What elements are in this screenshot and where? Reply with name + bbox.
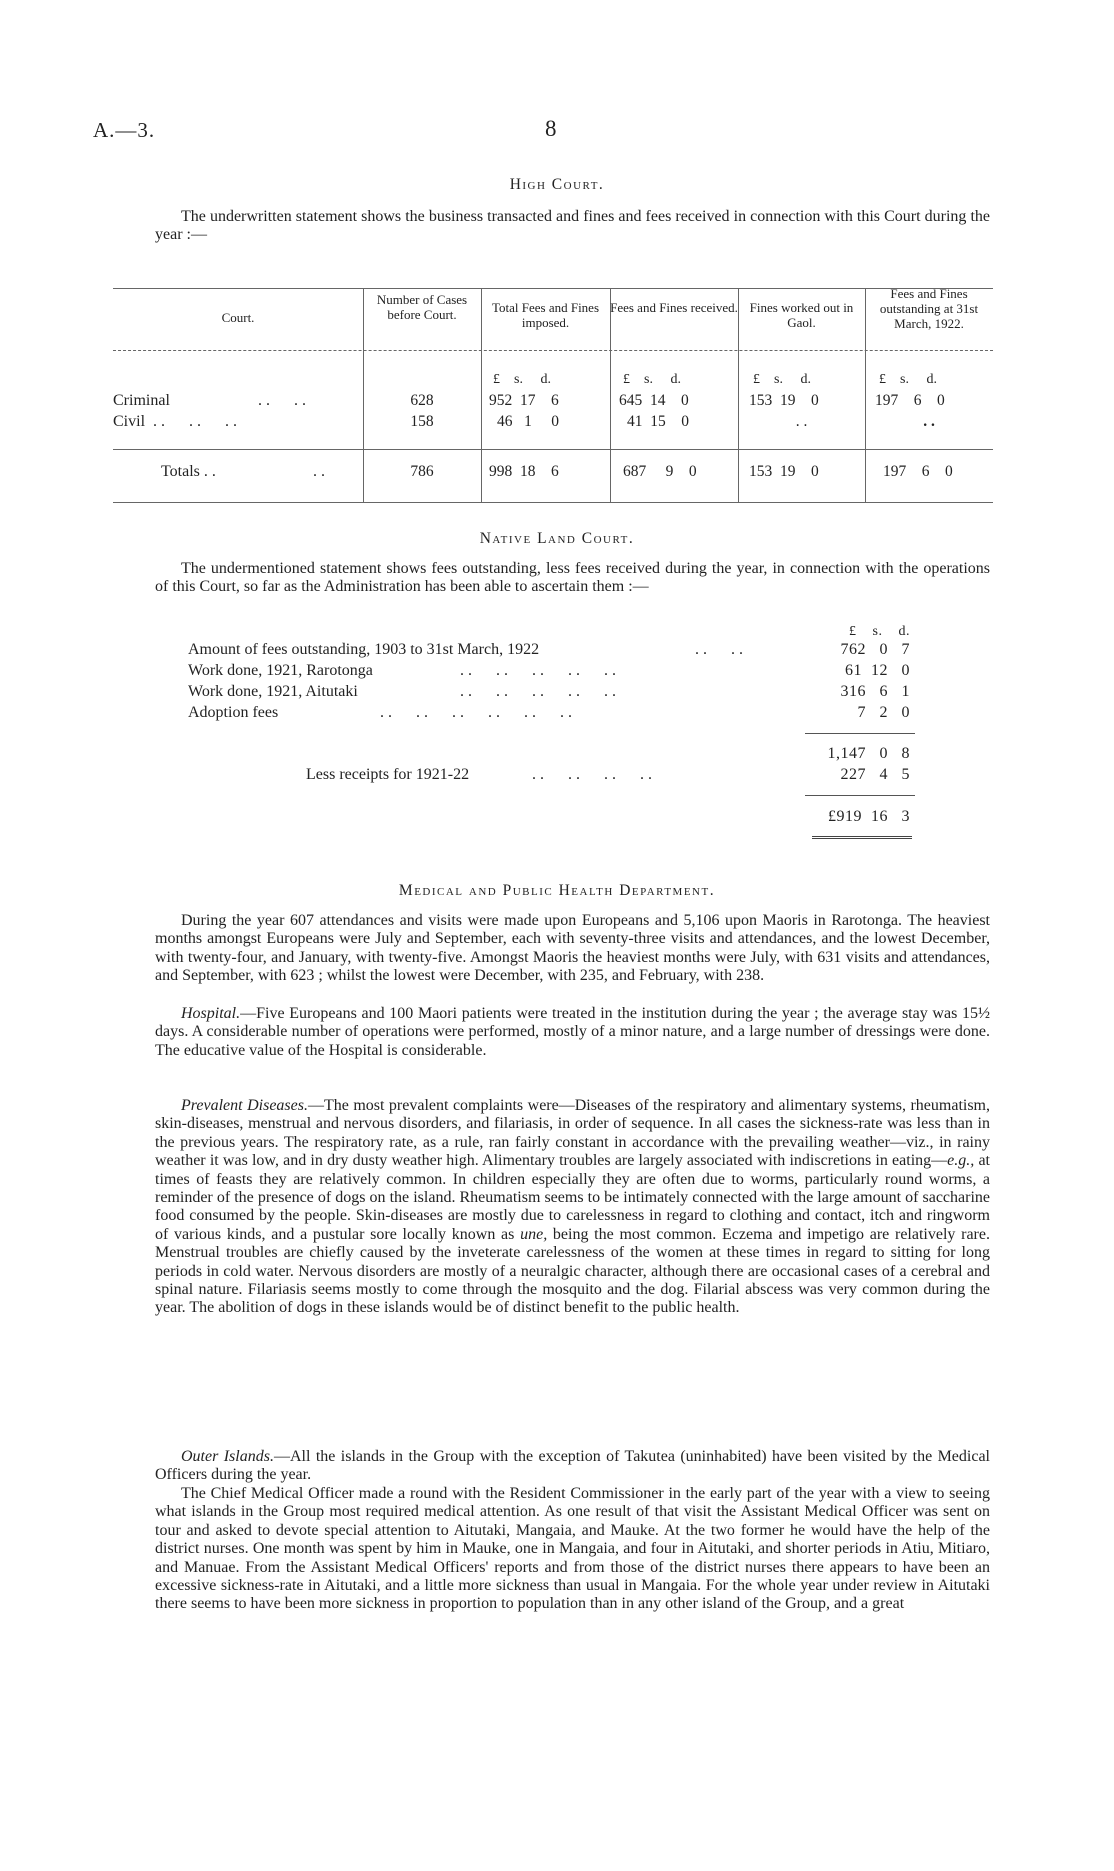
medical-paragraph-hospital: Hospital.—Five Europeans and 100 Maori patients were treated in the institution during the year ; the average stay was 15½ days. A considerable number of operations were performed, mostly of a minor nature, and a large number of dressings were done. The educative value of the Hospital is considerable. (155, 1005, 990, 1059)
nl-units: £ s. d. (849, 624, 910, 639)
nl-item-label: Amount of fees outstanding, 1903 to 31st March, 1922 (188, 641, 540, 658)
col-received-header: Fees and Fines received. (610, 300, 738, 315)
nl-item-dots: . . . . (695, 641, 743, 658)
nl-item-amount: 762 0 7 (840, 641, 910, 658)
nl-item-dots: . . . . . . . . . . (460, 662, 616, 679)
high-court-title: High Court. (509, 176, 605, 193)
medical-title: Medical and Public Health Department. (398, 882, 716, 899)
nl-item-amount: 7 2 0 (857, 704, 910, 721)
units-total: £ s. d. (493, 372, 551, 387)
row-civil-received: 41 15 0 (627, 413, 689, 430)
units-received: £ s. d. (623, 372, 681, 387)
nl-item-dots: . . . . . . . . . . . . (380, 704, 572, 721)
row-civil-cases: 158 (410, 413, 434, 430)
report-reference: A.—3. (93, 118, 156, 142)
row-civil-outstanding: . . (923, 413, 935, 430)
units-gaol: £ s. d. (753, 372, 811, 387)
medical-paragraph-tour: The Chief Medical Officer made a round with the Resident Commissioner in the early part of the year with a view to seeing what islands in the Group most required medical attention. As one result of that visit the Assistant Medical Officer was sent on tour and asked to devote special attention to Aitutaki, Mangaia, and Mauke. At the two former he would have the help of the district nurses. One month was spent by him in Mauke, one in Mangaia, and four in Aitutaki, and shorter periods in Atiu, Mitiaro, and Manuae. From the Assistant Medical Officers' reports and from those of the district nurses there appears to have been an excessive sickness-rate in Aitutaki, and a little more sickness than usual in Mangaia. For the whole year under review in Aitutaki there seems to have been more sickness in proportion to population than in any other island of the Group, and a great (155, 1485, 990, 1613)
row-criminal-dots: . . . . (258, 392, 306, 409)
col-outstanding-header: Fees and Fines outstanding at 31st March, 1922. (879, 286, 979, 331)
nl-subtotal: 1,147 0 8 (827, 745, 910, 762)
nl-less-amount: 227 4 5 (840, 766, 910, 783)
nl-item-amount: 316 6 1 (840, 683, 910, 700)
row-criminal-label: Criminal (113, 392, 170, 409)
high-court-intro: The underwritten statement shows the business transacted and fines and fees received in connection with this Court during the year :— (155, 208, 990, 244)
medical-paragraph-attendances: During the year 607 attendances and visits were made upon Europeans and 5,106 upon Maoris in Rarotonga. The heaviest months amongst Europeans were July and September, each with seventy-three visits and attendances, and the lowest December, with twenty-four, and January, with twenty-five. Amongst Maoris the heaviest months were July, with 631 visits and attendances, and September, with 623 ; whilst the lowest were December, with 235, and February, with 238. (155, 912, 990, 985)
nl-item-label: Work done, 1921, Rarotonga (188, 662, 373, 679)
row-civil-dots: . . . . . . (153, 413, 237, 430)
nl-item-label: Adoption fees (188, 704, 279, 721)
totals-label: Totals . . (161, 463, 216, 480)
outer-islands-heading: Outer Islands. (181, 1448, 274, 1465)
totals-gaol: 153 19 0 (749, 463, 819, 480)
totals-received: 687 9 0 (623, 463, 697, 480)
nl-net-amount: £919 16 3 (828, 808, 910, 825)
hospital-heading: Hospital. (181, 1005, 241, 1022)
row-civil-gaol: . . (795, 413, 808, 430)
nl-less-label: Less receipts for 1921-22 (306, 766, 470, 783)
totals-outstanding: 197 6 0 (883, 463, 953, 480)
subtotal-rule (805, 733, 915, 734)
native-land-court-title: Native Land Court. (479, 530, 635, 547)
medical-paragraph-diseases: Prevalent Diseases.—The most prevalent complaints were—Diseases of the respiratory and alimentary systems, rheumatism, skin-diseases, menstrual and nervous disorders, and filariasis, in order of sequence. In all cases the sickness-rate was less than in the previous years. The respiratory rate, as a rule, ran fairly constant in accordance with the prevailing weather—viz., in rainy weather it was low, and in dry dusty weather high. Alimentary troubles are largely associated with indiscretions in eating—e.g., at times of feasts they are relatively common. In children especially they are often due to worms, particularly round worms, a reminder of the presence of dogs on the island. Rheumatism seems to be intimately connected with the large amount of saccharine food consumed by the people. Skin-diseases are mostly due to carelessness in regard to clothing and contact, itch and ringworm of various kinds, and a pustular sore locally known as une, being the most common. Eczema and impetigo are relatively rare. Menstrual troubles are chiefly caused by the inveterate carelessness of the women at these times in regard to sitting for long periods in cold water. Nervous disorders are mostly of a neuralgic character, although there are occasional cases of a cerebral and spinal nature. Filariasis seems mostly to come through the mosquito and the dog. Filarial abscess was very common during the year. The abolition of dogs in these islands would be of distinct benefit to the public health. (155, 1097, 991, 1317)
col-gaol-header: Fines worked out in Gaol. (749, 300, 854, 330)
nl-item-dots: . . . . . . . . . . (460, 683, 616, 700)
units-outstanding: £ s. d. (879, 372, 937, 387)
row-civil-total: 46 1 0 (497, 413, 559, 430)
row-criminal-outstanding: 197 6 0 (875, 392, 945, 409)
col-total-header: Total Fees and Fines imposed. (491, 300, 600, 330)
native-land-court-intro: The undermentioned statement shows fees outstanding, less fees received during the year, in connection with the operations of this Court, so far as the Administration has been able to ascertain them :— (155, 560, 990, 596)
nl-item-amount: 61 12 0 (845, 662, 910, 679)
totals-dots: . . (313, 463, 325, 480)
page-number: 8 (545, 116, 557, 141)
row-criminal-received: 645 14 0 (619, 392, 689, 409)
net-rule (805, 795, 915, 796)
nl-item-label: Work done, 1921, Aitutaki (188, 683, 358, 700)
totals-total: 998 18 6 (489, 463, 559, 480)
row-criminal-gaol: 153 19 0 (749, 392, 819, 409)
row-civil-label: Civil (113, 413, 146, 430)
nl-less-dots: . . . . . . . . (532, 766, 652, 783)
row-criminal-total: 952 17 6 (489, 392, 559, 409)
col-court-header: Court. (221, 310, 255, 325)
net-double-rule (812, 836, 912, 839)
row-criminal-cases: 628 (410, 392, 434, 409)
diseases-heading: Prevalent Diseases. (181, 1097, 308, 1114)
totals-cases: 786 (410, 463, 434, 480)
col-cases-header: Number of Cases before Court. (376, 292, 468, 322)
medical-paragraph-outer-islands: Outer Islands.—All the islands in the Group with the exception of Takutea (uninhabited) have been visited by the Medical Officers during the year. (155, 1448, 990, 1484)
